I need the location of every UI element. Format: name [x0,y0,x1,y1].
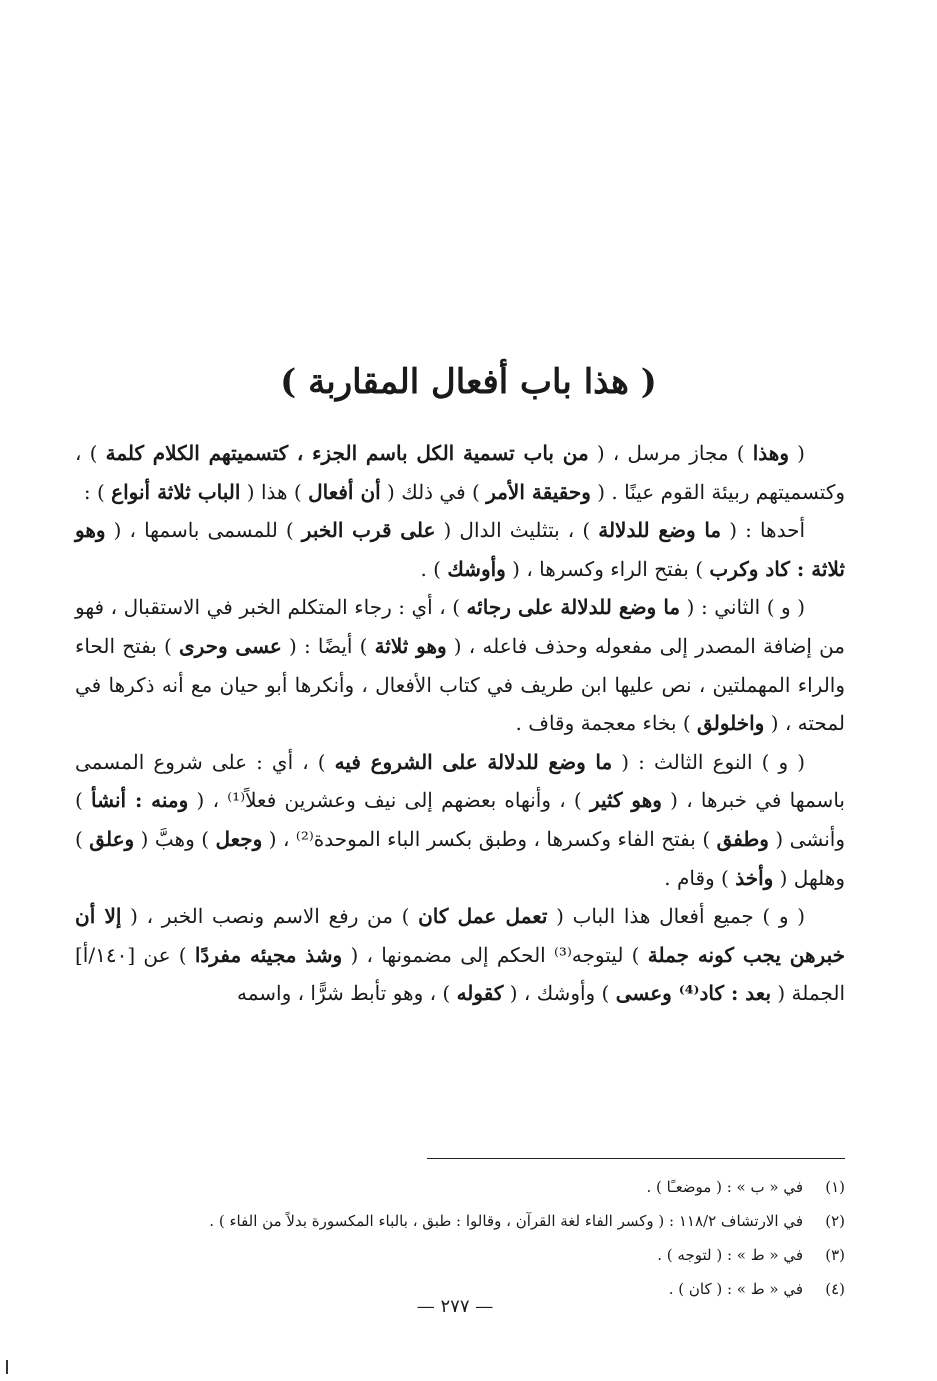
body-text [75,434,845,1013]
matn-text: كقوله [456,981,504,1006]
matn-text: وهو ثلاثة [374,633,447,658]
footnote-text: في الارتشاف ١١٨/٢ : ( وكسر الفاء لغة القرآن ، وقالوا : طبق ، بالباء المكسورة بدلاً من الفاء ) . [209,1212,803,1230]
matn-text: إلا أن خبرهن يجب كونه جملة [75,904,845,967]
commentary-text: ( و ) النوع الثالث : ( [612,749,805,774]
matn-text: وعلق [89,826,135,851]
matn-text: من باب تسمية الكل باسم الجزء ، كتسميتهم الكلام كلمة [105,441,589,465]
commentary-text: ) : [83,479,112,504]
commentary-text: ) ، وأنهاه بعضهم إلى نيف وعشرين فعلاً⁽¹⁾ ، ( [188,788,590,813]
matn-text: بعد : كاد⁽⁴⁾ وعسى [615,981,772,1006]
commentary-text: ) بفتح الفاء وكسرها ، وطبق بكسر الباء الموحدة⁽²⁾ ، ( [262,826,717,851]
footnotes-list [75,1170,845,1306]
matn-text: ما وضع للدلالة على رجائه [466,595,681,620]
commentary-text: ) ، وهو تأبط شرًّا ، واسمه [237,981,457,1006]
matn-text: ما وضع للدلالة [598,518,722,543]
commentary-text: ) بفتح الحاء والراء المهملتين ، نص عليها ابن طريف في كتاب الأفعال ، وأنكرها أبو حيان مع أنه ذكرها في لمحته ، ( [75,633,846,736]
matn-text: وأوشك [447,556,506,581]
matn-text: ومنه : أنشأ [91,788,189,813]
footnote-divider [427,1158,845,1159]
commentary-text: ) وهبَّ ( [134,826,216,851]
commentary-text: أحدها : ( [721,518,806,543]
matn-text: وشذ مجيئه مفردًا [194,942,343,967]
commentary-text: ( و ) جميع أفعال هذا الباب ( [547,904,805,929]
footnote-text: في « ط » : ( كان ) . [668,1280,803,1298]
commentary-text: ) أيضًا : ( [281,633,375,658]
scan-edge-mark [6,1360,8,1374]
matn-text: أن أفعال [308,479,381,504]
body-paragraph [75,897,845,1013]
body-paragraph [75,588,845,742]
matn-text: وهو كثير [589,788,662,813]
commentary-text: ) عن [١٤٠/أ] الجملة ( [75,942,845,1006]
matn-text: عسى وحرى [178,633,282,658]
footnote-number: (٣) [825,1246,845,1264]
footnote-number: (٢) [825,1212,845,1230]
matn-text: تعمل عمل كان [418,904,548,929]
commentary-text: ) من رفع الاسم ونصب الخبر ، ( [121,904,419,929]
commentary-text: ) ، أي : رجاء المتكلم الخبر في الاستقبال ، فهو من إضافة المصدر إلى مفعوله وحذف فاعله ، ( [75,595,845,658]
footnote-text: في « ط » : ( لتوجه ) . [657,1246,803,1264]
commentary-text: ) وأوشك ، ( [503,981,616,1006]
commentary-text: ) . [420,556,448,581]
footnote-item [75,1170,845,1204]
commentary-text: ) ، أي : على شروع المسمى باسمها في خبرها ، ( [75,749,845,813]
matn-text: وهذا [752,441,790,465]
commentary-text: ) وهلهل ( [75,826,845,890]
matn-text: على قرب الخبر [301,518,436,543]
chapter-title: ( هذا باب أفعال المقاربة ) [280,362,657,402]
matn-text: وطفق [716,826,769,851]
body-paragraph [75,434,845,511]
matn-text: الباب ثلاثة أنواع [111,479,241,504]
commentary-text: ) مجاز مرسل ، ( [588,441,753,465]
commentary-text: ) وقام . [664,865,736,890]
footnote-text: في « ب » : ( موضعـًا ) . [646,1178,803,1196]
commentary-text: ) في ذلك ( [380,479,487,504]
matn-text: وهو ثلاثة : كاد وكرب [75,518,845,581]
commentary-text: ) ، وكتسميتهم ربيئة القوم عينًا . ( [75,441,845,504]
body-paragraph [75,511,845,588]
commentary-text: ) للمسمى باسمها ، ( [105,518,302,543]
footnote-number: (١) [825,1178,845,1196]
footnote-item [75,1204,845,1238]
matn-text: واخلولق [697,711,765,736]
page-number: — ٢٧٧ — [416,1296,494,1317]
matn-text: ما وضع للدلالة على الشروع فيه [334,749,613,774]
body-paragraph [75,743,845,897]
matn-text: وأخذ [735,865,774,890]
commentary-text: ( و ) الثاني : ( [680,595,806,620]
commentary-text: ) بخاء معجمة وقاف . [515,711,698,736]
commentary-text: ) بفتح الراء وكسرها ، ( [505,556,710,581]
commentary-text: ) وأنشى ( [75,788,845,851]
commentary-text: ) ، بتثليث الدال ( [435,518,599,543]
commentary-text: ) هذا ( [240,479,309,504]
matn-text: وجعل [215,826,263,851]
commentary-text: ) ليتوجه⁽³⁾ الحكم إلى مضمونها ، ( [342,942,648,967]
matn-text: وحقيقة الأمر [486,479,591,504]
footnote-item [75,1238,845,1272]
footnote-number: (٤) [825,1280,845,1298]
commentary-text: ( [789,441,805,465]
